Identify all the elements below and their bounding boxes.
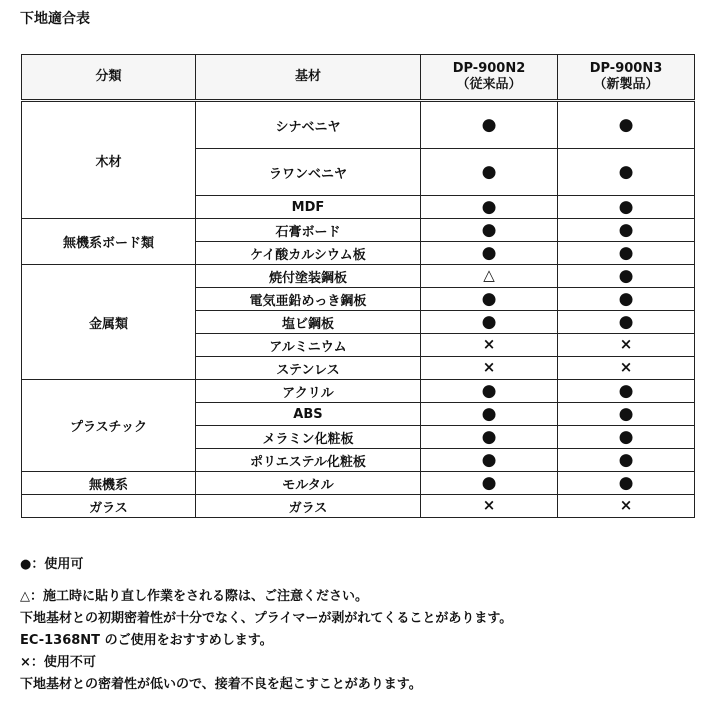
dp-900n2-cell [421, 380, 558, 403]
rating-mark: × [619, 358, 633, 376]
legend [20, 554, 512, 696]
dp-900n2-cell [421, 101, 558, 149]
substrate-cell: モルタル [195, 472, 420, 495]
table-row [22, 380, 695, 403]
header-substrate: 基材 [195, 55, 420, 101]
substrate-cell: 塩ビ鋼板 [195, 311, 420, 334]
header-dp-900n2 [421, 55, 558, 101]
dp-900n2-cell [421, 149, 558, 196]
dp-900n2-cell [421, 472, 558, 495]
legend-usable: ●：使用可 [20, 557, 84, 572]
dp-900n2-cell [421, 426, 558, 449]
substrate-cell: アクリル [195, 380, 420, 403]
header-dp-900n2-name: DP-900N2 [452, 61, 526, 76]
table-row [22, 472, 695, 495]
rating-mark: ● [481, 472, 497, 493]
legend-unusable-note: 下地基材との密着性が低いので、接着不良を起こすことがあります。 [20, 677, 422, 692]
rating-mark: ● [481, 380, 497, 401]
dp-900n2-cell [421, 334, 558, 357]
rating-mark: △ [483, 266, 495, 284]
dp-900n2-cell [421, 311, 558, 334]
compatibility-table [21, 54, 695, 518]
rating-mark: ● [618, 380, 634, 401]
rating-mark: ● [618, 403, 634, 424]
substrate-cell: ABS [195, 403, 420, 426]
dp-900n2-cell [421, 196, 558, 219]
dp-900n2-cell [421, 357, 558, 380]
rating-mark: × [619, 335, 633, 353]
rating-mark: × [482, 496, 496, 514]
substrate-cell: ガラス [195, 495, 420, 518]
page-title: 下地適合表 [20, 11, 90, 27]
substrate-cell: 焼付塗装鋼板 [195, 265, 420, 288]
header-dp-900n2-note: （従来品） [456, 77, 522, 92]
dp-900n2-cell [421, 449, 558, 472]
category-cell: 金属類 [22, 265, 196, 380]
dp-900n3-cell [557, 380, 694, 403]
header-dp-900n3-name: DP-900N3 [589, 61, 663, 76]
rating-mark: × [619, 496, 633, 514]
legend-spacer [20, 576, 512, 586]
table-row [22, 265, 695, 288]
rating-mark: ● [481, 114, 497, 135]
rating-mark: ● [618, 114, 634, 135]
dp-900n3-cell [557, 219, 694, 242]
rating-mark: ● [618, 449, 634, 470]
substrate-cell: MDF [195, 196, 420, 219]
rating-mark: ● [618, 472, 634, 493]
header-row [22, 55, 695, 101]
rating-mark: × [482, 358, 496, 376]
category-cell: ガラス [22, 495, 196, 518]
rating-mark: ● [481, 196, 497, 217]
dp-900n3-cell [557, 495, 694, 518]
header-category: 分類 [22, 55, 196, 101]
rating-mark: ● [481, 403, 497, 424]
rating-mark: ● [481, 449, 497, 470]
dp-900n3-cell [557, 288, 694, 311]
rating-mark: ● [481, 311, 497, 332]
rating-mark: ● [618, 265, 634, 286]
rating-mark: ● [618, 219, 634, 240]
substrate-cell: シナベニヤ [195, 101, 420, 149]
legend-caution: △：施工時に貼り直し作業をされる際は、ご注意ください。 [20, 589, 368, 604]
rating-mark: × [482, 335, 496, 353]
substrate-cell: ステンレス [195, 357, 420, 380]
header-dp-900n3 [557, 55, 694, 101]
legend-caution-recommendation: EC-1368NT のご使用をおすすめします。 [20, 633, 273, 648]
dp-900n2-cell [421, 403, 558, 426]
substrate-cell: 電気亜鉛めっき鋼板 [195, 288, 420, 311]
dp-900n3-cell [557, 265, 694, 288]
category-cell: 木材 [22, 101, 196, 219]
dp-900n2-cell [421, 242, 558, 265]
rating-mark: ● [481, 219, 497, 240]
rating-mark: ● [481, 288, 497, 309]
dp-900n3-cell [557, 357, 694, 380]
dp-900n3-cell [557, 311, 694, 334]
rating-mark: ● [618, 242, 634, 263]
category-cell: プラスチック [22, 380, 196, 472]
dp-900n3-cell [557, 334, 694, 357]
substrate-cell: ポリエステル化粧板 [195, 449, 420, 472]
dp-900n2-cell [421, 288, 558, 311]
dp-900n2-cell [421, 495, 558, 518]
substrate-cell: アルミニウム [195, 334, 420, 357]
dp-900n3-cell [557, 403, 694, 426]
substrate-cell: メラミン化粧板 [195, 426, 420, 449]
category-cell: 無機系 [22, 472, 196, 495]
table-row [22, 219, 695, 242]
legend-unusable: ×：使用不可 [20, 655, 96, 670]
rating-mark: ● [618, 196, 634, 217]
dp-900n3-cell [557, 196, 694, 219]
substrate-cell: ラワンベニヤ [195, 149, 420, 196]
legend-caution-note: 下地基材との初期密着性が十分でなく、プライマーが剥がれてくることがあります。 [20, 611, 513, 626]
category-cell: 無機系ボード類 [22, 219, 196, 265]
substrate-cell: 石膏ボード [195, 219, 420, 242]
dp-900n2-cell [421, 219, 558, 242]
table-row [22, 101, 695, 149]
dp-900n3-cell [557, 149, 694, 196]
rating-mark: ● [618, 288, 634, 309]
table-row [22, 495, 695, 518]
substrate-cell: ケイ酸カルシウム板 [195, 242, 420, 265]
rating-mark: ● [481, 426, 497, 447]
dp-900n3-cell [557, 449, 694, 472]
rating-mark: ● [618, 426, 634, 447]
dp-900n3-cell [557, 472, 694, 495]
dp-900n3-cell [557, 426, 694, 449]
rating-mark: ● [481, 161, 497, 182]
rating-mark: ● [481, 242, 497, 263]
dp-900n3-cell [557, 101, 694, 149]
rating-mark: ● [618, 311, 634, 332]
rating-mark: ● [618, 161, 634, 182]
dp-900n2-cell [421, 265, 558, 288]
dp-900n3-cell [557, 242, 694, 265]
header-dp-900n3-note: （新製品） [593, 77, 659, 92]
